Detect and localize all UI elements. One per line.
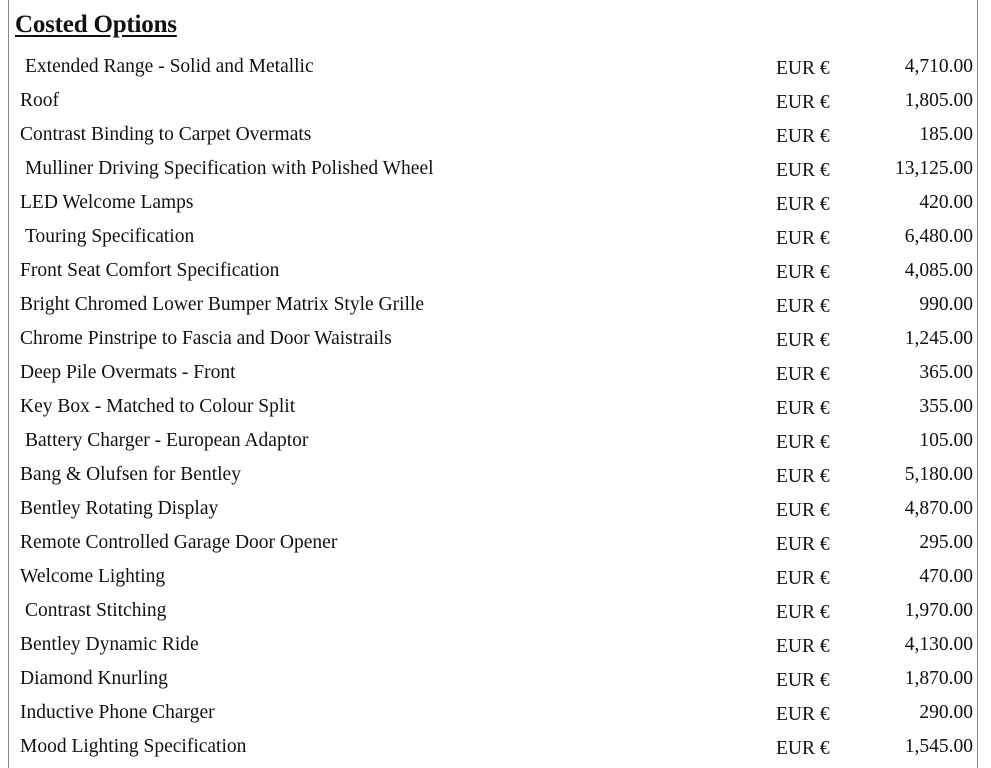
option-name: Contrast Stitching — [25, 600, 167, 621]
option-amount: 13,125.00 — [895, 158, 973, 179]
option-row — [0, 118, 991, 152]
currency-label: EUR € — [776, 296, 830, 317]
option-row — [0, 220, 991, 254]
option-name: Roof — [20, 90, 59, 111]
option-row — [0, 424, 991, 458]
option-row — [0, 662, 991, 696]
currency-label: EUR € — [776, 602, 830, 623]
option-name: Bang & Olufsen for Bentley — [20, 464, 241, 485]
option-name: Front Seat Comfort Specification — [20, 260, 280, 281]
option-amount: 185.00 — [919, 124, 973, 145]
option-row — [0, 730, 991, 764]
option-amount: 295.00 — [919, 532, 973, 553]
option-name: Mood Lighting Specification — [20, 736, 247, 757]
currency-label: EUR € — [776, 330, 830, 351]
currency-label: EUR € — [776, 126, 830, 147]
option-name: Key Box - Matched to Colour Split — [20, 396, 296, 417]
option-name: Welcome Lighting — [20, 566, 166, 587]
option-row — [0, 696, 991, 730]
option-name: Deep Pile Overmats - Front — [20, 362, 236, 383]
option-name: Mulliner Driving Specification with Polished Wheel — [25, 158, 434, 179]
currency-label: EUR € — [776, 92, 830, 113]
currency-label: EUR € — [776, 534, 830, 555]
currency-label: EUR € — [776, 432, 830, 453]
option-row — [0, 560, 991, 594]
option-amount: 1,805.00 — [904, 90, 973, 111]
option-amount: 1,545.00 — [904, 736, 973, 757]
option-row — [0, 526, 991, 560]
option-amount: 420.00 — [919, 192, 973, 213]
currency-label: EUR € — [776, 670, 830, 691]
option-amount: 1,870.00 — [904, 668, 973, 689]
currency-label: EUR € — [776, 704, 830, 725]
option-amount: 4,870.00 — [904, 498, 973, 519]
option-name: Bentley Dynamic Ride — [20, 634, 199, 655]
option-amount: 290.00 — [919, 702, 973, 723]
currency-label: EUR € — [776, 160, 830, 181]
option-amount: 365.00 — [919, 362, 973, 383]
option-row — [0, 322, 991, 356]
option-amount: 5,180.00 — [904, 464, 973, 485]
option-amount: 105.00 — [919, 430, 973, 451]
option-name: Battery Charger - European Adaptor — [25, 430, 309, 451]
option-row — [0, 288, 991, 322]
option-name: LED Welcome Lamps — [20, 192, 194, 213]
option-row — [0, 492, 991, 526]
option-amount: 990.00 — [919, 294, 973, 315]
currency-label: EUR € — [776, 500, 830, 521]
option-name: Touring Specification — [25, 226, 195, 247]
option-name: Bentley Rotating Display — [20, 498, 219, 519]
option-amount: 6,480.00 — [904, 226, 973, 247]
option-row — [0, 186, 991, 220]
options-list — [0, 50, 991, 764]
currency-label: EUR € — [776, 636, 830, 657]
option-name: Extended Range - Solid and Metallic — [25, 56, 314, 77]
option-row — [0, 152, 991, 186]
currency-label: EUR € — [776, 194, 830, 215]
option-amount: 4,710.00 — [904, 56, 973, 77]
option-row — [0, 50, 991, 84]
option-row — [0, 356, 991, 390]
currency-label: EUR € — [776, 738, 830, 759]
option-amount: 1,245.00 — [904, 328, 973, 349]
option-amount: 4,130.00 — [904, 634, 973, 655]
currency-label: EUR € — [776, 466, 830, 487]
option-row — [0, 84, 991, 118]
option-name: Chrome Pinstripe to Fascia and Door Waistrails — [20, 328, 392, 349]
option-amount: 355.00 — [919, 396, 973, 417]
option-amount: 1,970.00 — [904, 600, 973, 621]
option-name: Inductive Phone Charger — [20, 702, 215, 723]
option-row — [0, 458, 991, 492]
option-name: Diamond Knurling — [20, 668, 168, 689]
page-title: Costed Options — [15, 11, 177, 38]
currency-label: EUR € — [776, 228, 830, 249]
option-row — [0, 628, 991, 662]
currency-label: EUR € — [776, 568, 830, 589]
option-name: Remote Controlled Garage Door Opener — [20, 532, 338, 553]
currency-label: EUR € — [776, 398, 830, 419]
currency-label: EUR € — [776, 262, 830, 283]
option-name: Bright Chromed Lower Bumper Matrix Style Grille — [20, 294, 425, 315]
option-amount: 4,085.00 — [904, 260, 973, 281]
currency-label: EUR € — [776, 58, 830, 79]
currency-label: EUR € — [776, 364, 830, 385]
option-name: Contrast Binding to Carpet Overmats — [20, 124, 312, 145]
option-row — [0, 390, 991, 424]
option-row — [0, 594, 991, 628]
option-amount: 470.00 — [919, 566, 973, 587]
option-row — [0, 254, 991, 288]
